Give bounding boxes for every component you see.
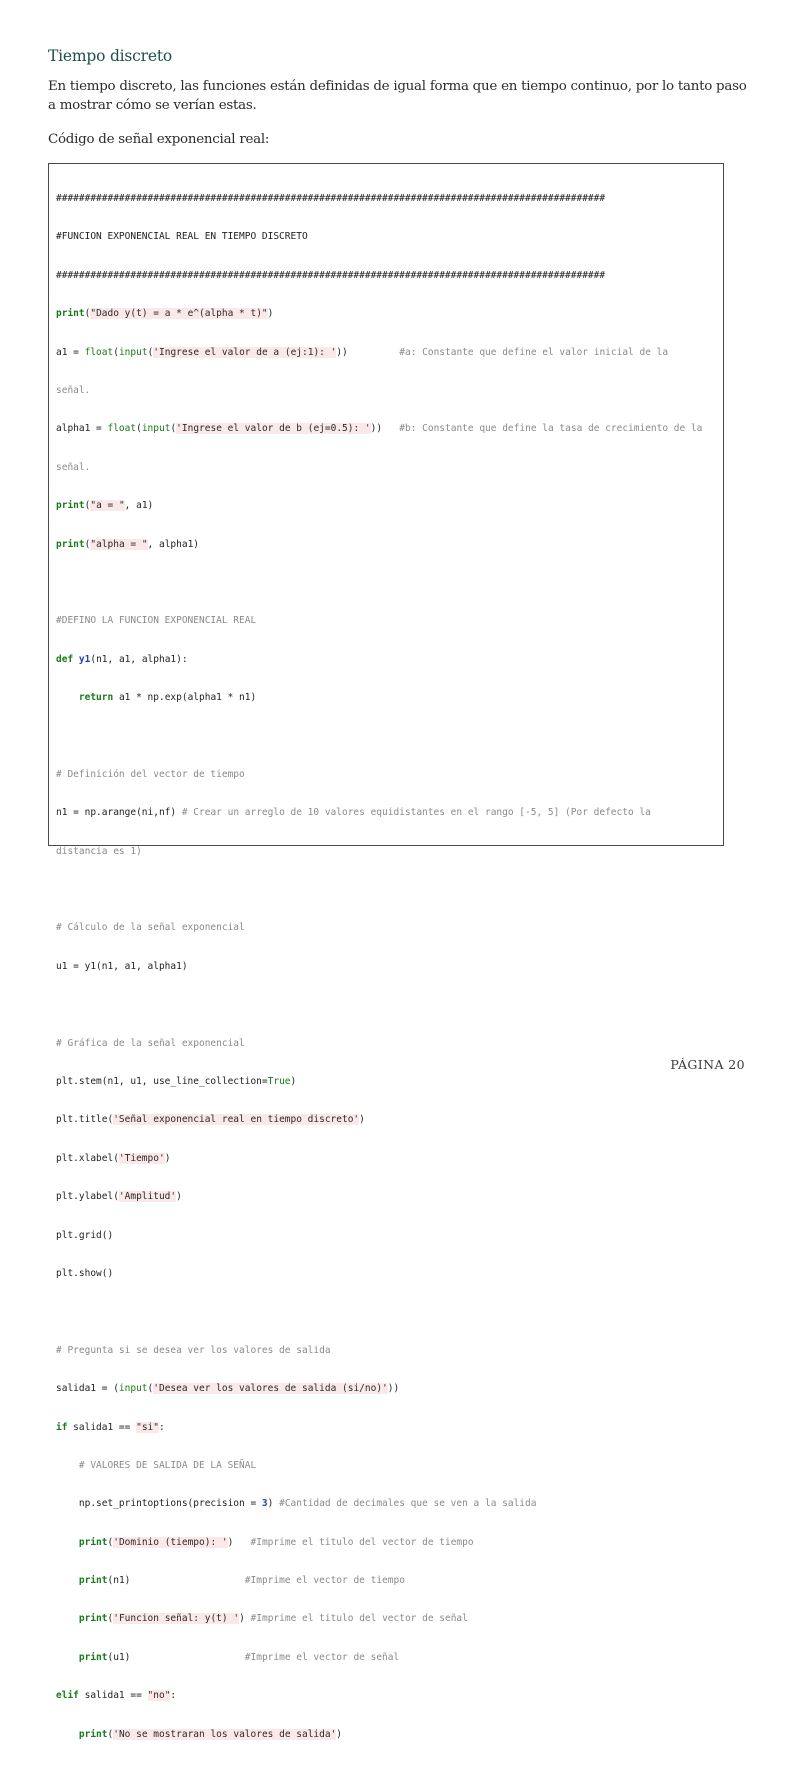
code-text (382, 423, 399, 434)
code-text: ( (84, 500, 91, 512)
code-keyword: if (56, 1421, 68, 1433)
code-keyword: print (78, 1536, 108, 1548)
code-line (56, 460, 719, 476)
code-text (56, 1652, 79, 1663)
code-line-blank (56, 728, 719, 744)
code-line (56, 268, 719, 284)
code-text (56, 1575, 79, 1586)
code-text: ) (164, 1152, 171, 1164)
code-number: 3 (261, 1498, 268, 1510)
code-line (56, 1112, 719, 1128)
code-comment: # Crear un arreglo de 10 valores equidistantes en el rango [-5, 5] (Por defecto la (181, 807, 651, 819)
code-keyword: print (78, 1575, 108, 1587)
code-comment: # Cálculo de la señal exponencial (56, 922, 245, 934)
code-string: "Dado y(t) = a * e^(alpha * t)" (90, 308, 268, 320)
code-keyword: def (56, 653, 74, 665)
code-text: ( (107, 1613, 114, 1625)
code-string: 'Ingrese el valor de a (ej:1): ' (153, 346, 337, 358)
code-text: u1 = y1(n1, a1, alpha1) (56, 960, 188, 972)
code-text: : (158, 1421, 165, 1433)
code-line-blank (56, 575, 719, 591)
code-text: ( (84, 308, 91, 320)
code-text (56, 1537, 79, 1548)
code-string: "no" (147, 1690, 171, 1702)
code-line (56, 537, 719, 553)
code-text: salida1 == (78, 1690, 148, 1702)
code-keyword: print (56, 500, 85, 512)
code-line (56, 1458, 719, 1474)
code-string: 'Dominio (tiempo): ' (113, 1536, 228, 1548)
code-line (56, 1611, 719, 1627)
code-line (56, 1496, 719, 1512)
code-caption: Código de señal exponencial real: (48, 132, 270, 147)
code-comment: #Imprime el vector de señal (244, 1651, 400, 1663)
code-line (56, 652, 719, 668)
code-keyword: elif (56, 1690, 79, 1702)
code-string: 'Funcion señal: y(t) ' (113, 1613, 240, 1625)
code-text: np.set_printoptions(precision = (56, 1498, 262, 1510)
code-text: ( (107, 1728, 114, 1740)
code-string: "a = " (90, 500, 125, 512)
code-string: 'Ingrese el valor de b (ej=0.5): ' (176, 423, 371, 435)
code-builtin: float (84, 346, 114, 358)
code-text: ( (136, 423, 142, 435)
code-text: ) (267, 308, 274, 320)
code-builtin: float (107, 423, 137, 435)
code-text: )) (387, 1383, 400, 1395)
code-string: 'Señal exponencial real en tiempo discreto' (113, 1114, 360, 1126)
code-text: plt.ylabel( (56, 1191, 119, 1203)
code-comment: # VALORES DE SALIDA DE LA SEÑAL (56, 1459, 257, 1471)
code-line-blank (56, 1304, 719, 1320)
code-text (56, 1613, 79, 1624)
code-text (56, 692, 79, 703)
code-string: 'No se mostraran los valores de salida' (113, 1728, 337, 1740)
code-comment: # Gráfica de la señal exponencial (56, 1037, 245, 1049)
code-text: ( (107, 1536, 114, 1548)
code-line (56, 805, 719, 821)
code-keyword: print (78, 1651, 108, 1663)
code-builtin: input (118, 1383, 148, 1395)
code-text (56, 1729, 79, 1740)
code-listing (56, 169, 719, 1765)
code-text: : (170, 1690, 177, 1702)
code-keyword: return (78, 692, 114, 704)
code-line (56, 844, 719, 860)
code-comment: # Pregunta si se desea ver los valores de salida (56, 1344, 331, 1356)
code-comment: #Imprime el vector de tiempo (244, 1575, 405, 1587)
intro-paragraph: En tiempo discreto, las funciones están definidas de igual forma que en tiempo continuo, por lo tanto paso a mostrar cómo se verían estas. (48, 79, 747, 113)
code-text: (n1) (107, 1575, 245, 1587)
code-line (56, 613, 719, 629)
code-comment: señal. (56, 384, 91, 396)
code-text (348, 347, 399, 358)
code-builtin: input (118, 346, 148, 358)
code-line (56, 1074, 719, 1090)
code-text: a1 * np.exp(alpha1 * n1) (113, 692, 257, 704)
code-comment: # Definición del vector de tiempo (56, 768, 245, 780)
code-text: ( (170, 423, 177, 435)
code-keyword: print (78, 1728, 108, 1740)
code-line (56, 1650, 719, 1666)
code-line (56, 229, 719, 245)
code-line (56, 920, 719, 936)
code-text: ################################################################################################ (56, 193, 606, 204)
code-text: n1 = np.arange(ni,nf) (56, 807, 182, 819)
code-line (56, 421, 719, 437)
code-text: plt.xlabel( (56, 1152, 119, 1164)
code-comment: #a: Constante que define el valor inicial de la (399, 346, 669, 358)
page-number: PÁGINA 20 (670, 1057, 745, 1072)
code-builtin: True (267, 1075, 291, 1087)
code-line (56, 1573, 719, 1589)
code-text: a1 = (56, 346, 85, 358)
code-comment: #b: Constante que define la tasa de crecimiento de la (399, 423, 703, 435)
code-text: ( (113, 346, 119, 358)
code-line (56, 690, 719, 706)
code-text: , alpha1) (147, 538, 200, 550)
code-text: ) (290, 1075, 297, 1087)
code-text: plt.title( (56, 1114, 114, 1126)
code-text: salida1 = ( (56, 1383, 119, 1395)
code-line-blank (56, 997, 719, 1013)
code-line (56, 383, 719, 399)
code-text: ) (176, 1191, 182, 1203)
code-text: alpha1 = (56, 423, 108, 435)
code-comment: #Imprime el titulo del vector de tiempo (250, 1536, 474, 1548)
code-text: ( (147, 1383, 154, 1395)
code-text: ( (147, 346, 154, 358)
code-string: "si" (136, 1421, 159, 1433)
code-text: ) (227, 1536, 251, 1548)
code-comment: señal. (56, 461, 91, 473)
code-string: 'Tiempo' (118, 1152, 165, 1164)
code-keyword: print (56, 308, 85, 320)
code-string: 'Desea ver los valores de salida (si/no)' (153, 1383, 388, 1395)
code-comment: #Cantidad de decimales que se ven a la salida (279, 1498, 537, 1510)
code-text: (n1, a1, alpha1): (90, 653, 188, 665)
code-line (56, 1151, 719, 1167)
code-text: ( (84, 538, 91, 550)
code-function-name: y1 (78, 653, 91, 665)
code-builtin: input (141, 423, 171, 435)
code-line (56, 1727, 719, 1743)
code-line (56, 1266, 719, 1282)
code-line (56, 1228, 719, 1244)
code-text: ) (359, 1114, 365, 1126)
code-comment: distancia es 1) (56, 845, 142, 857)
code-line (56, 1189, 719, 1205)
code-line (56, 498, 719, 514)
code-text: ) (239, 1613, 251, 1625)
code-text: )) (336, 346, 348, 358)
code-text: plt.stem(n1, u1, use_line_collection= (56, 1075, 268, 1087)
code-string: "alpha = " (90, 538, 148, 550)
code-line (56, 767, 719, 783)
code-keyword: print (56, 538, 85, 550)
code-text: ) (267, 1498, 280, 1510)
code-text: ################################################################################################ (56, 269, 606, 281)
code-text: ) (336, 1728, 343, 1740)
code-line (56, 1343, 719, 1359)
code-line (56, 1381, 719, 1397)
code-line (56, 959, 719, 975)
code-comment: #Imprime el titulo del vector de señal (250, 1613, 468, 1625)
code-text: salida1 == (67, 1421, 137, 1433)
code-text: (u1) (107, 1651, 245, 1663)
code-text: )) (370, 423, 383, 435)
code-line (56, 191, 719, 207)
code-text: , a1) (124, 500, 154, 512)
code-text: plt.grid() (56, 1229, 114, 1241)
code-line (56, 345, 719, 361)
code-line (56, 1036, 719, 1052)
code-line (56, 306, 719, 322)
code-keyword: print (78, 1613, 108, 1625)
code-line (56, 1535, 719, 1551)
section-heading: Tiempo discreto (48, 47, 173, 65)
code-text: #FUNCION EXPONENCIAL REAL EN TIEMPO DISCRETO (56, 231, 308, 243)
code-comment: #DEFINO LA FUNCION EXPONENCIAL REAL (56, 615, 257, 627)
code-line (56, 1688, 719, 1704)
code-string: 'Amplitud' (118, 1191, 177, 1203)
code-line-blank (56, 882, 719, 898)
code-line (56, 1420, 719, 1436)
code-text: plt.show() (56, 1267, 114, 1279)
